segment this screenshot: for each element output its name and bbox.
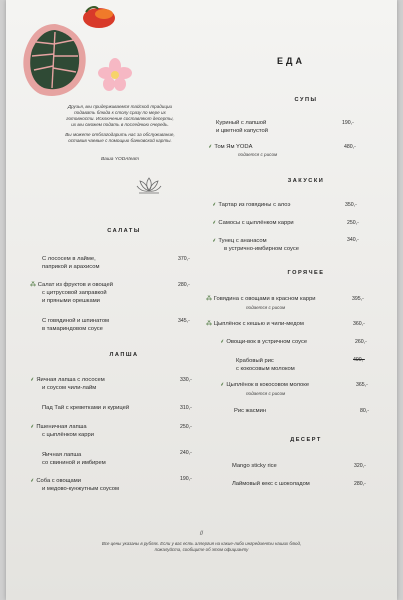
- item-name: Пад Тай с креветками и курицей: [42, 405, 130, 411]
- item-price: 340,-: [347, 237, 359, 243]
- menu-item: [212, 237, 299, 253]
- item-name: Крабовый рис: [236, 358, 274, 364]
- item-name: Тунец с ананасом: [218, 238, 267, 244]
- team-signature: Ваша YODAteam: [100, 157, 140, 162]
- menu-item: [206, 320, 304, 328]
- item-name: со свининой и имбирем: [42, 460, 106, 466]
- menu-item: [212, 219, 294, 227]
- footer-divider: //: [199, 531, 204, 537]
- item-name: Говядина с овощами в красном карри: [213, 296, 316, 302]
- menu-item: [30, 281, 113, 305]
- menu-item: [208, 143, 252, 151]
- item-name: и цветной капустой: [216, 128, 268, 134]
- item-name: Цыплёнок в кокосовом молоке: [226, 382, 310, 388]
- item-name: Куриный с лапшой: [216, 120, 267, 126]
- section-heading-soups: СУПЫ: [294, 97, 318, 103]
- intro-text: [20, 104, 220, 144]
- vegetarian-icon: ⁂: [30, 282, 36, 288]
- menu-item: [30, 423, 94, 439]
- section-heading-snacks: ЗАКУСКИ: [287, 178, 325, 184]
- item-price: 330,-: [180, 377, 192, 383]
- leaf-icon: ⸙: [212, 220, 217, 226]
- item-name: и медово-кунжутным соусом: [42, 486, 119, 492]
- item-note: подается с рисом: [246, 391, 286, 396]
- menu-item: [206, 295, 316, 303]
- section-heading-noodles: ЛАПША: [109, 352, 139, 358]
- item-name: паприкой и арахисом: [42, 264, 100, 270]
- intro-line: Вы можете отблагодарить нас за обслуживание,: [65, 132, 175, 137]
- menu-page: [6, 0, 397, 600]
- item-price: 260,-: [355, 339, 367, 345]
- item-name: Рис жасмин: [234, 408, 267, 414]
- item-name: и пряными орешками: [42, 298, 100, 304]
- item-price: 480,-: [344, 144, 356, 150]
- item-name: с цитрусовой заправкой: [42, 290, 107, 296]
- leaf-icon: ⸙: [212, 238, 217, 244]
- menu-item: [42, 317, 109, 333]
- item-price: 345,-: [178, 318, 190, 324]
- item-name: С говядиной и шпинатом: [42, 318, 110, 324]
- item-price: 190,-: [180, 476, 192, 482]
- item-name: Самосы с цыплёнком карри: [218, 220, 294, 226]
- item-name: Том Ям YODA: [214, 144, 253, 150]
- leaf-icon: ⸙: [220, 382, 225, 388]
- leaf-icon: ⁂: [206, 321, 212, 327]
- intro-line: Друзья, мы придерживаемся тайской традиции: [67, 104, 173, 109]
- item-name: С лососем в лайме,: [42, 256, 96, 262]
- menu-item: [30, 477, 119, 493]
- leaf-icon: ⁂: [206, 296, 212, 302]
- item-name: и соусом чили-лайм: [42, 385, 97, 391]
- footer-line: пожалуйста, сообщите об этом официанту: [154, 547, 249, 552]
- leaf-icon: ⸙: [30, 478, 35, 484]
- item-price: 395,-: [352, 296, 364, 302]
- item-price: 280,-: [354, 481, 366, 487]
- item-price: 190,-: [342, 120, 354, 126]
- menu-item: [30, 376, 105, 392]
- item-price: 80,-: [360, 408, 369, 414]
- intro-line: готовности. Исключение составляют десерты,: [66, 116, 174, 121]
- monstera-leaf-icon: [18, 20, 92, 102]
- item-name: Яичная лапша: [42, 452, 82, 458]
- item-name: Салат из фруктов и овощей: [37, 282, 113, 288]
- lotus-icon: [136, 176, 162, 194]
- item-name: с кокосовым молоком: [236, 366, 295, 372]
- menu-item: [220, 381, 309, 389]
- leaf-icon: ⸙: [212, 202, 217, 208]
- section-heading-salads: САЛАТЫ: [107, 228, 141, 234]
- item-name: в устрично-имбирном соусе: [224, 246, 299, 252]
- leaf-icon: ⸙: [220, 339, 225, 345]
- item-name: с цыплёнком карри: [42, 432, 94, 438]
- item-name: Овощи-вок в устричном соусе: [226, 339, 308, 345]
- item-price: 240,-: [180, 450, 192, 456]
- item-note: подается с рисом: [246, 305, 286, 310]
- menu-item: [236, 357, 295, 373]
- item-price: 360,-: [353, 321, 365, 327]
- footer-note: [36, 541, 367, 553]
- item-price: 310,-: [180, 405, 192, 411]
- footer-line: Все цены указаны в рублях. Если у вас есть аллергия на какие-либо ингредиенты наших блюд,: [101, 541, 302, 546]
- intro-line: оставив чаевые с помощью банковской карты.: [68, 138, 172, 143]
- intro-line: подавать блюда к столу сразу по мере их: [74, 110, 166, 115]
- menu-item: [212, 201, 290, 209]
- item-name: Яичная лапша с лососем: [36, 377, 105, 383]
- page-title: ЕДА: [277, 56, 305, 66]
- item-note: подается с рисом: [238, 152, 278, 157]
- section-heading-desserts: ДЕСЕРТ: [290, 437, 322, 443]
- menu-item: [232, 480, 310, 488]
- item-price: 250,-: [347, 220, 359, 226]
- intro-line: их мы сможем подать в последнюю очередь.: [71, 122, 169, 127]
- menu-item: [42, 255, 99, 271]
- item-name: Соба с овощами: [36, 478, 81, 484]
- menu-item: [220, 338, 307, 346]
- leaf-icon: ⸙: [208, 144, 213, 150]
- item-name: Лаймовый кекс с шоколадом: [232, 481, 310, 487]
- menu-item: [42, 451, 106, 467]
- item-name: Цыплёнок с кешью и чили-медом: [213, 321, 304, 327]
- item-price: 490,-: [353, 357, 365, 363]
- item-name: Mango sticky rice: [232, 463, 277, 469]
- menu-item: [234, 407, 266, 415]
- item-price: 320,-: [354, 463, 366, 469]
- leaf-icon: ⸙: [30, 377, 35, 383]
- item-price: 370,-: [178, 256, 190, 262]
- item-name: Тартар из говядины с алоэ: [218, 202, 291, 208]
- section-heading-hot: ГОРЯЧЕЕ: [287, 270, 325, 276]
- menu-item: [216, 119, 268, 135]
- item-name: в тамариндовом соусе: [42, 326, 103, 332]
- menu-item: [232, 462, 277, 470]
- leaf-icon: ⸙: [30, 424, 35, 430]
- frangipani-flower-icon: [98, 58, 132, 92]
- menu-item: [42, 404, 129, 412]
- item-price: 280,-: [178, 282, 190, 288]
- item-name: Пшеничная лапша: [36, 424, 87, 430]
- item-price: 350,-: [345, 202, 357, 208]
- item-price: 365,-: [356, 382, 368, 388]
- mango-icon: [80, 4, 118, 30]
- item-price: 250,-: [180, 424, 192, 430]
